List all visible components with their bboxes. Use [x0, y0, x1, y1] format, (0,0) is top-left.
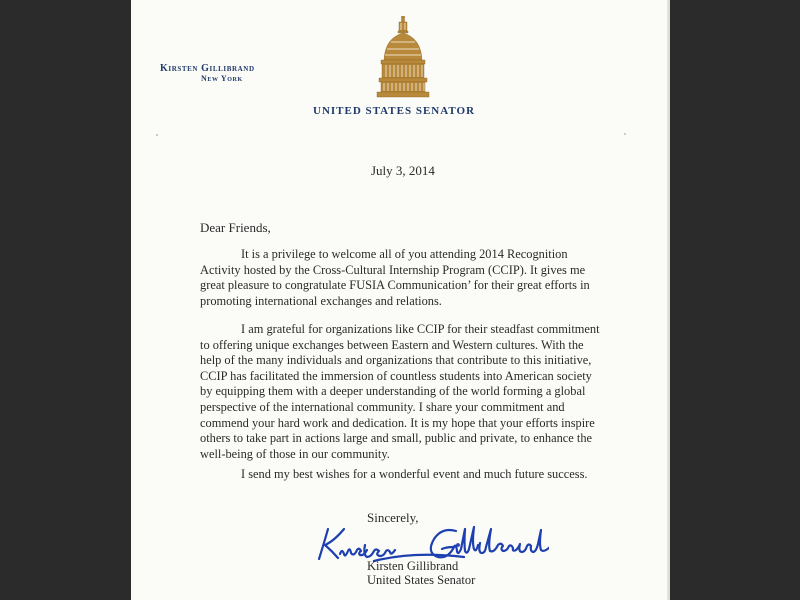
- body-paragraph: It is a privilege to welcome all of you attending 2014 Recognition Activity hosted by the Cross-Cultural Internship Program (CCIP). It gives me great pleasure to congratulate FUSIA Communication’ for their great efforts in promoting international exchanges and relations.: [200, 247, 590, 308]
- capitol-dome-icon: [375, 16, 431, 100]
- page-edge: [667, 0, 670, 600]
- signer-name: Kirsten Gillibrand: [367, 559, 459, 573]
- letter-date: July 3, 2014: [371, 163, 435, 178]
- letter-page: [131, 0, 670, 600]
- paper-speck: [624, 133, 626, 135]
- paper-speck: [156, 134, 158, 136]
- sender-state: New York: [201, 74, 243, 83]
- letterhead-title: UNITED STATES SENATOR: [313, 105, 476, 117]
- signer-title: United States Senator: [367, 573, 476, 587]
- closing: Sincerely,: [367, 510, 419, 525]
- sender-name: Kirsten Gillibrand: [160, 63, 255, 74]
- body-paragraph: I send my best wishes for a wonderful event and much future success.: [241, 467, 588, 481]
- body-paragraph: I am grateful for organizations like CCIP for their steadfast commitment to offering unique exchanges between Eastern and Western cultures. With the help of the many individuals and organizations that contribute to this initiative, CCIP has facilitated the immersion of countless students into American society by equipping them with a deeper understanding of the world forming a global perspective of the international community. I share your commitment and commend your hard work and dedication. It is my hope that your efforts inspire others to take part in actions large and small, public and private, to enhance the well-being of those in our community.: [200, 322, 600, 461]
- salutation: Dear Friends,: [200, 220, 271, 235]
